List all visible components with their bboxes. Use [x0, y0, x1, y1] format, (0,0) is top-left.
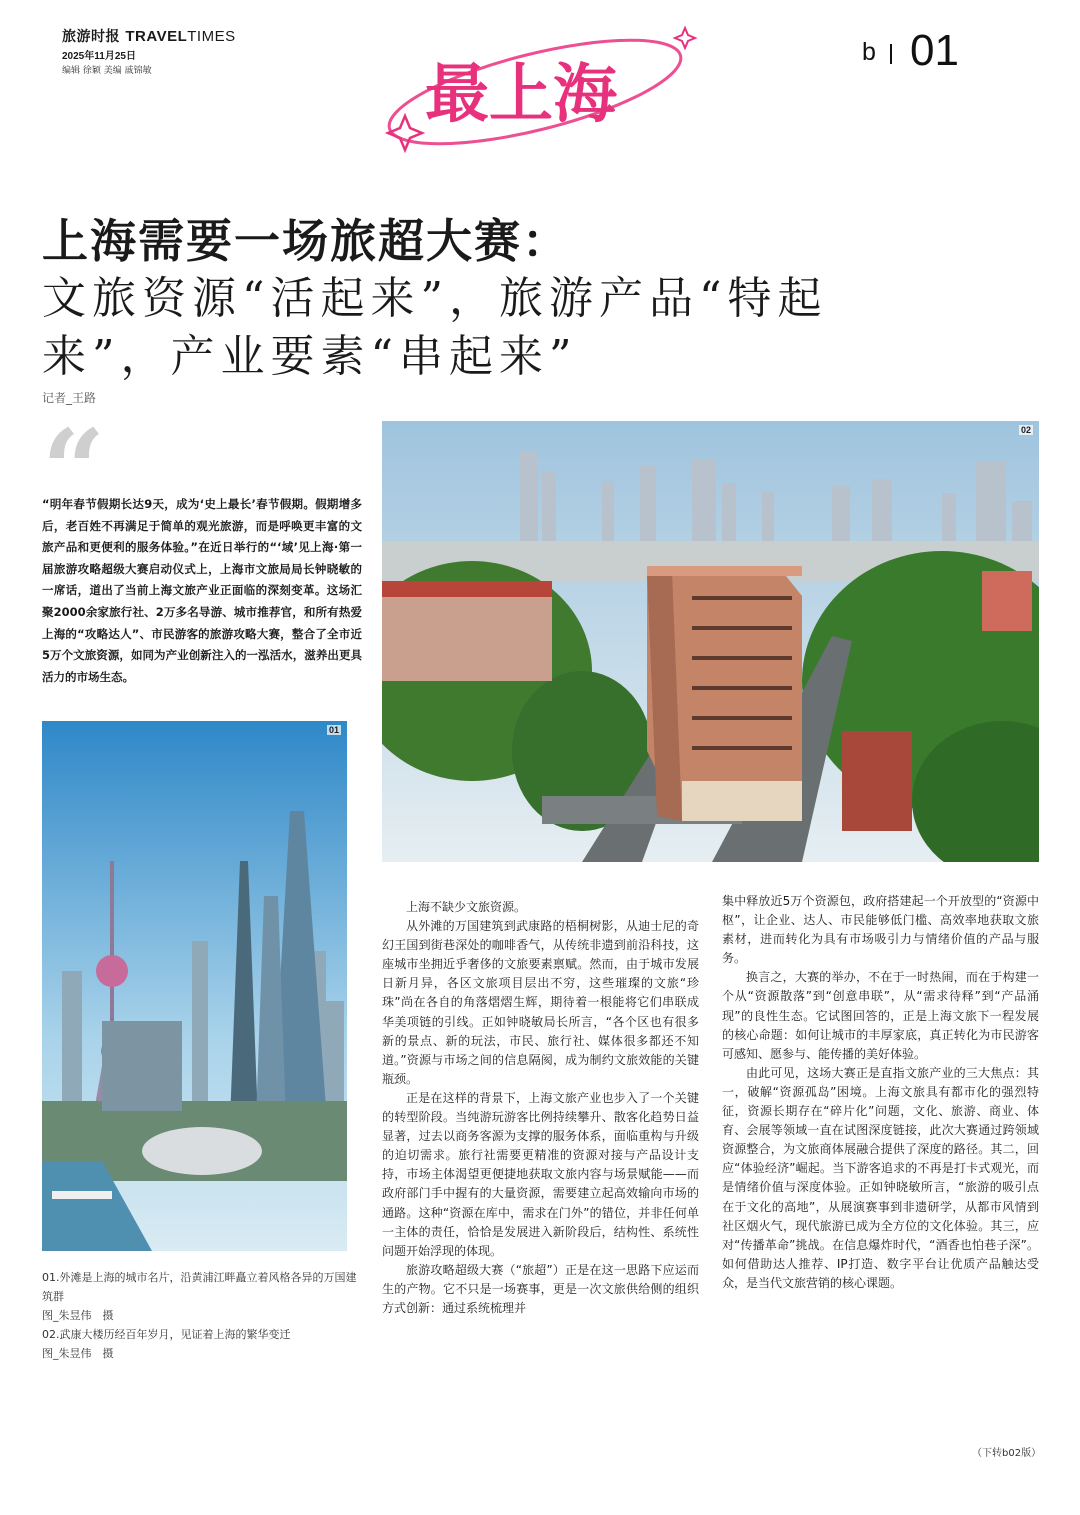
section-logo [365, 20, 705, 170]
reporter-byline: 记者_王路 [42, 391, 97, 405]
photo-02-tag: 02 [1020, 425, 1031, 435]
body-paragraph: 旅游攻略超级大赛（“旅超”）正是在这一思路下应运而生的产物。它不只是一场赛事，更是一次文旅供给侧的组织方式创新：通过系统梳理并 [382, 1262, 699, 1315]
page-divider [890, 44, 892, 64]
body-paragraph: 换言之，大赛的举办，不在于一时热闹，而在于构建一个从“资源散落”到“创意串联”，从“需求待释”到“产品涌现”的良性生态。它试图回答的，正是上海文旅下一程发展的核心命题：如何让城市的丰厚家底，真正转化为市民游客可感知、愿参与、能传播的美好体验。 [722, 970, 1039, 1061]
issue-date: 2025年11月25日 [62, 51, 136, 62]
sparkle-icon [675, 28, 695, 48]
body-column-2 [722, 892, 1039, 1293]
editors-line: 编辑 徐颖 美编 戚锦敏 [62, 66, 152, 76]
caption-02-credit: 图_朱昱伟 摄 [42, 1347, 114, 1360]
photo-wukang-mansion [382, 421, 1039, 862]
body-paragraph: 从外滩的万国建筑到武康路的梧桐树影，从迪士尼的奇幻王国到街巷深处的咖啡香气，从传统非遗到前沿科技，这座城市坐拥近乎奢侈的文旅要素禀赋。然而，由于城市发展日新月异，各区文旅项目层出不穷，这些璀璨的文旅“珍珠”尚在各自的角落熠熠生辉，期待着一根能将它们串联成华美项链的引线。正如钟晓敏局长所言，“各个区也有很多新的景点、新的玩法，市民、旅行社、媒体很多都还不知道。”资源与市场之间的信息隔阂，成为制约文旅效能的关键瓶颈。 [382, 919, 699, 1086]
headline-line-1: 上海需要一场旅超大赛： [42, 214, 570, 268]
section-letter: b [862, 38, 876, 66]
newspaper-brand [62, 26, 236, 46]
photo-01-tag: 01 [328, 725, 339, 735]
body-paragraph: 由此可见，这场大赛正是直指文旅产业的三大焦点：其一，破解“资源孤岛”困境。上海文旅具有都市化的强烈特征，资源长期存在“碎片化”问题，文化、旅游、商业、体育、会展等领域一直在试图深度链接，此次大赛通过跨领域资源整合，为文旅商体展融合提供了深度的路径。其二，回应“体验经济”崛起。当下游客追求的不再是打卡式观光，而是情绪价值与深度体验。正如钟晓敏所言，“旅游的吸引点在于文化的高地”，从展演赛事到非遗研学，从都市风情到社区烟火气，现代旅游已成为全方位的文化体验。其三，应对“传播革命”挑战。在信息爆炸时代，“酒香也怕巷子深”。如何借助达人推荐、IP打造、数字平台让优质产品触达受众，是当代文旅营销的核心课题。 [722, 1065, 1039, 1290]
body-paragraph: 上海不缺少文旅资源。 [406, 900, 527, 914]
lead-paragraph: “明年春节假期长达9天，成为‘史上最长’春节假期。假期增多后，老百姓不再满足于简单的观光旅游，而是呼唤更丰富的文旅产品和更便利的服务体验。”在近日举行的“‘域’见上海·第一届旅游攻略超级大赛启动仪式上，上海市文旅局局长钟晓敏的一席话，道出了当前上海文旅产业正面临的深刻变革。这场汇聚2000余家旅行社、2万多名导游、城市推荐官，和所有热爱上海的“攻略达人”、市民游客的旅游攻略大赛，整合了全市近5万个文旅资源，如同为产业创新注入的一泓活水，滋养出更具活力的市场生态。 [42, 497, 362, 684]
caption-01: 01.外滩是上海的城市名片，沿黄浦江畔矗立着风格各异的万国建筑群 [42, 1271, 357, 1303]
headline-line-2: 文旅资源“活起来”，旅游产品“特起 [42, 273, 828, 324]
section-logo-text: 最上海 [425, 58, 617, 132]
photo-pudong-skyline [42, 721, 347, 1251]
photo-captions [42, 1268, 362, 1363]
body-paragraph: 集中释放近5万个资源包，政府搭建起一个开放型的“资源中枢”，让企业、达人、市民能够低门槛、高效率地获取文旅素材，进而转化为具有市场吸引力与情绪价值的产品与服务。 [722, 894, 1039, 966]
caption-01-credit: 图_朱昱伟 摄 [42, 1309, 114, 1322]
brand-en-light: TIMES [187, 28, 236, 45]
body-column-1 [382, 898, 699, 1318]
quote-mark-icon: “ [42, 405, 106, 534]
article-headline [42, 212, 1042, 386]
page-number: 01 [910, 26, 959, 75]
brand-cn: 旅游时报 [62, 29, 120, 45]
caption-02: 02.武康大楼历经百年岁月，见证着上海的繁华变迁 [42, 1328, 291, 1341]
brand-en-bold: TRAVEL [125, 28, 188, 45]
continued-on-note: （下转b02版） [972, 1448, 1042, 1459]
body-paragraph: 正是在这样的背景下，上海文旅产业也步入了一个关键的转型阶段。当纯游玩游客比例持续攀升、散客化趋势日益显著，过去以商务客源为支撑的服务体系，面临重构与升级的迫切需求。旅行社需要更精准的资源对接与产品设计支持，市场主体渴望更便捷地获取文旅内容与场景赋能——而政府部门手中握有的大量资源，需要建立起高效输向市场的通路。这种“资源在库中，需求在门外”的错位，并非任何单一主体的责任，恰恰是发展进入新阶段后，结构性、系统性问题开始浮现的体现。 [382, 1090, 699, 1258]
headline-line-3: 来”，产业要素“串起来” [42, 331, 578, 382]
